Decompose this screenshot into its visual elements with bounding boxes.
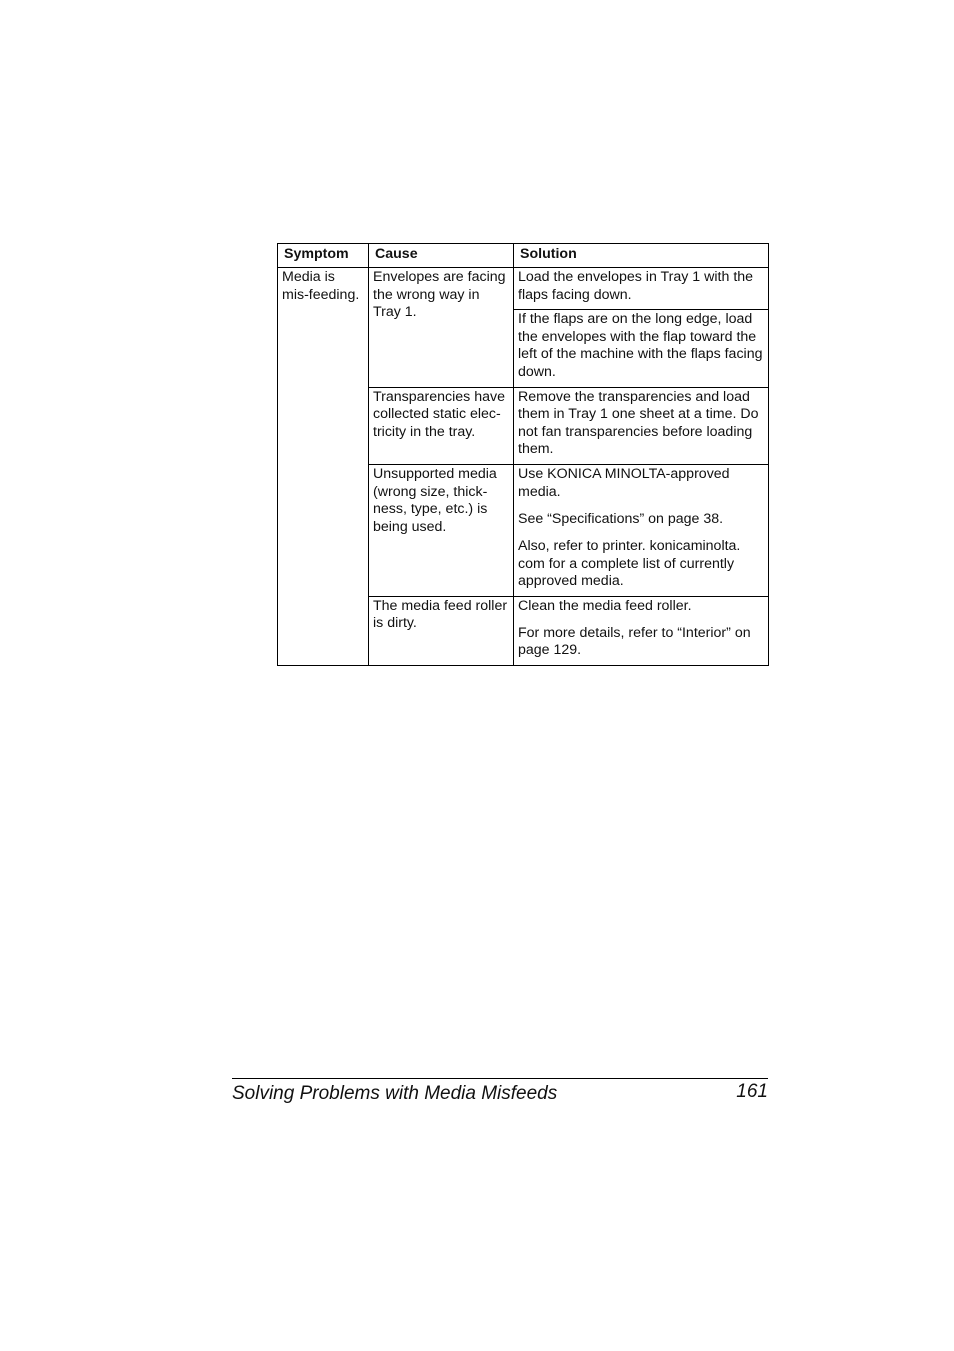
cause-text: Transparencies have collected static elec-tricity in the tray. <box>373 388 505 440</box>
page-number: 161 <box>736 1081 768 1102</box>
solution-cell <box>514 464 769 596</box>
solution-text: Also, refer to printer. konicaminolta. com for a complete list of currently approved media. <box>518 537 741 590</box>
solution-text: For more details, refer to “Interior” on page 129. <box>518 624 751 659</box>
cause-cell <box>369 387 514 464</box>
solution-cell <box>514 268 769 310</box>
symptom-text: Media is mis-feeding. <box>282 269 360 303</box>
table-header-row <box>278 244 769 268</box>
cause-cell <box>369 268 514 388</box>
solution-cell <box>514 387 769 464</box>
cause-text: Unsupported media (wrong size, thick-ness, type, etc.) is being used. <box>373 465 497 535</box>
header-solution: Solution <box>514 244 769 268</box>
header-symptom: Symptom <box>278 244 369 268</box>
cause-text: The media feed roller is dirty. <box>373 597 508 632</box>
solution-text: Remove the transparencies and load them in Tray 1 one sheet at a time. Do not fan transparencies before loading them. <box>518 388 759 458</box>
solution-text: Load the envelopes in Tray 1 with the flaps facing down. <box>518 269 754 303</box>
cause-text: Envelopes are facing the wrong way in Tray 1. <box>373 269 506 321</box>
symptom-cell <box>278 268 369 666</box>
footer-divider <box>232 1078 768 1079</box>
solution-text: If the flaps are on the long edge, load the envelopes with the flap toward the left of the machine with the flaps facing down. <box>518 311 763 380</box>
cause-cell <box>369 596 514 665</box>
solution-text: Use KONICA MINOLTA-approved media. <box>518 465 730 500</box>
cause-cell <box>369 464 514 596</box>
solution-text: See “Specifications” on page 38. <box>518 510 724 527</box>
solution-text: Clean the media feed roller. <box>518 597 692 614</box>
footer-section-title: Solving Problems with Media Misfeeds <box>232 1083 558 1104</box>
solution-cell <box>514 596 769 665</box>
solution-cell <box>514 310 769 387</box>
header-cause: Cause <box>369 244 514 268</box>
table-row <box>278 268 769 310</box>
troubleshooting-table <box>277 243 769 666</box>
